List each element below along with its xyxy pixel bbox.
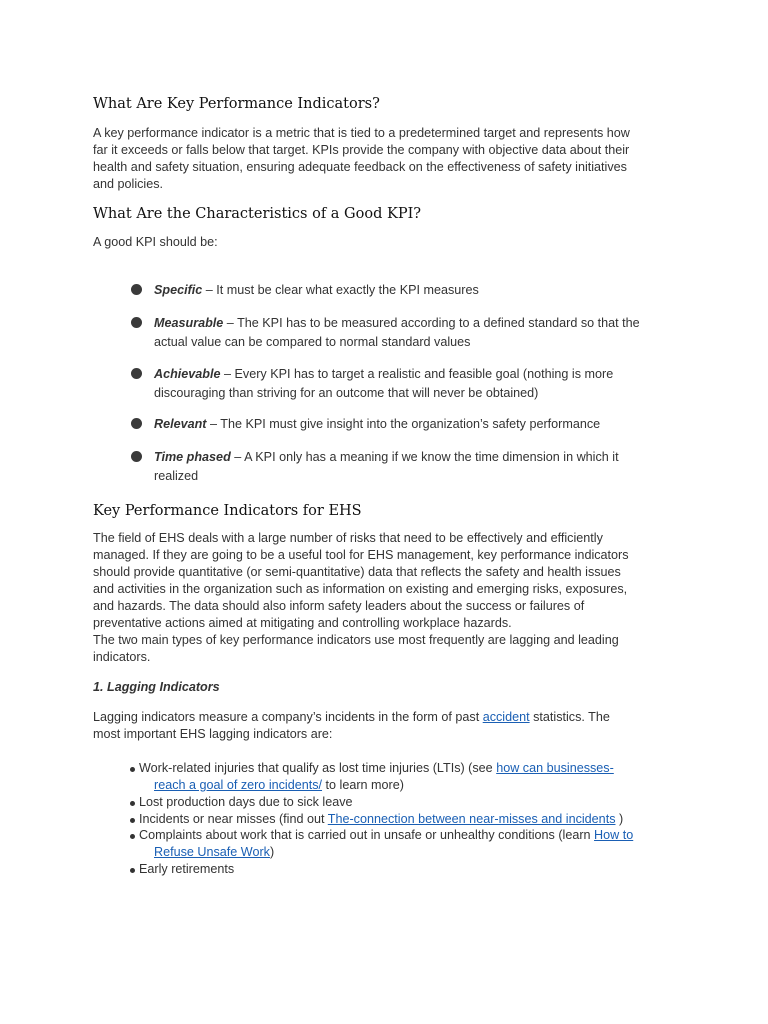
item-text: ) bbox=[615, 812, 624, 826]
bullet-icon bbox=[131, 368, 142, 379]
list-item-measurable bbox=[154, 314, 678, 352]
refuse-unsafe-work-link-continued[interactable]: Refuse Unsafe Work bbox=[154, 845, 270, 859]
item-text: Complaints about work that is carried out in unsafe or unhealthy conditions (learn bbox=[139, 828, 595, 842]
lagging-item-production-days bbox=[129, 794, 689, 811]
term: Specific bbox=[154, 283, 203, 297]
bullet-icon bbox=[130, 767, 135, 772]
paragraph-line: managed. If they are going to be a useful tool for EHS management, key performance indicators bbox=[93, 548, 629, 562]
item-text: to learn more) bbox=[322, 778, 404, 792]
bullet-icon bbox=[131, 284, 142, 295]
paragraph-line: far it exceeds or falls below that target. KPIs provide the company with objective data about their bbox=[93, 143, 630, 157]
bullet-icon bbox=[130, 834, 135, 839]
bullet-icon bbox=[131, 418, 142, 429]
list-item-specific bbox=[154, 281, 678, 300]
heading-kpis-for-ehs: Key Performance Indicators for EHS bbox=[93, 503, 362, 519]
term: Time phased bbox=[154, 450, 231, 464]
lagging-item-near-misses bbox=[129, 811, 689, 828]
lagging-item-complaints bbox=[129, 827, 689, 861]
zero-incidents-link-continued[interactable]: reach a goal of zero incidents/ bbox=[154, 778, 323, 792]
description: – Every KPI has to target a realistic and feasible goal (nothing is more bbox=[220, 367, 614, 381]
list-item-relevant bbox=[154, 415, 678, 434]
lagging-intro-text: Lagging indicators measure a company’s incidents in the form of past bbox=[93, 710, 483, 724]
accident-link[interactable]: accident bbox=[482, 710, 530, 724]
description: – The KPI has to be measured according to a defined standard so that the bbox=[223, 316, 640, 330]
paragraph-line: and policies. bbox=[93, 177, 164, 191]
refuse-unsafe-work-link[interactable]: How to bbox=[594, 828, 634, 842]
paragraph-line: health and safety situation, ensuring adequate feedback on the effectiveness of safety initiatives bbox=[93, 160, 627, 174]
bullet-icon bbox=[130, 801, 135, 806]
lagging-indicators-subheading: 1. Lagging Indicators bbox=[93, 680, 220, 694]
paragraph-line: and activities in the organization such as information on existing and emerging risks, exposures, bbox=[93, 582, 628, 596]
ehs-paragraph bbox=[93, 530, 678, 666]
paragraph-line: indicators. bbox=[93, 650, 151, 664]
paragraph-line: and hazards. The data should also inform safety leaders about the success or failures of bbox=[93, 599, 585, 613]
paragraph-line: should provide quantitative (or semi-quantitative) data that reflects the safety and health issues bbox=[93, 565, 621, 579]
paragraph-line: A key performance indicator is a metric that is tied to a predetermined target and represents how bbox=[93, 126, 630, 140]
paragraph-line: preventative actions aimed at mitigating and controlling workplace hazards. bbox=[93, 616, 512, 630]
near-misses-link[interactable]: The-connection between near-misses and incidents bbox=[327, 812, 616, 826]
kpi-definition-paragraph bbox=[93, 125, 678, 193]
description: – A KPI only has a meaning if we know the time dimension in which it bbox=[230, 450, 619, 464]
bullet-icon bbox=[130, 868, 135, 873]
bullet-icon bbox=[130, 818, 135, 823]
good-kpi-intro: A good KPI should be: bbox=[93, 235, 218, 249]
description-continued: realized bbox=[154, 469, 199, 483]
lagging-intro-line2: most important EHS lagging indicators are: bbox=[93, 727, 333, 741]
item-text: Early retirements bbox=[139, 862, 235, 876]
term: Achievable bbox=[154, 367, 221, 381]
bullet-icon bbox=[131, 317, 142, 328]
zero-incidents-link[interactable]: how can businesses- bbox=[496, 761, 614, 775]
list-item-time-phased bbox=[154, 448, 678, 486]
paragraph-line: The field of EHS deals with a large number of risks that need to be effectively and efficiently bbox=[93, 531, 603, 545]
paragraph-line: The two main types of key performance indicators use most frequently are lagging and leading bbox=[93, 633, 619, 647]
heading-what-are-kpis: What Are Key Performance Indicators? bbox=[93, 96, 380, 112]
list-item-achievable bbox=[154, 365, 678, 403]
lagging-intro-text: statistics. The bbox=[529, 710, 610, 724]
term: Measurable bbox=[154, 316, 224, 330]
description: – The KPI must give insight into the organization’s safety performance bbox=[206, 417, 601, 431]
term: Relevant bbox=[154, 417, 207, 431]
lagging-intro-paragraph bbox=[93, 709, 678, 743]
item-text: ) bbox=[269, 845, 275, 859]
item-text: Work-related injuries that qualify as lost time injuries (LTIs) (see bbox=[139, 761, 497, 775]
item-text: Lost production days due to sick leave bbox=[139, 795, 353, 809]
heading-characteristics: What Are the Characteristics of a Good KPI? bbox=[93, 206, 422, 222]
bullet-icon bbox=[131, 451, 142, 462]
description-continued: actual value can be compared to normal standard values bbox=[154, 335, 471, 349]
description-continued: discouraging than striving for an outcome that will never be obtained) bbox=[154, 386, 539, 400]
lagging-item-ltis bbox=[129, 760, 689, 794]
description: – It must be clear what exactly the KPI measures bbox=[202, 283, 479, 297]
lagging-item-early-retirements bbox=[129, 861, 689, 878]
item-text: Incidents or near misses (find out bbox=[139, 812, 328, 826]
